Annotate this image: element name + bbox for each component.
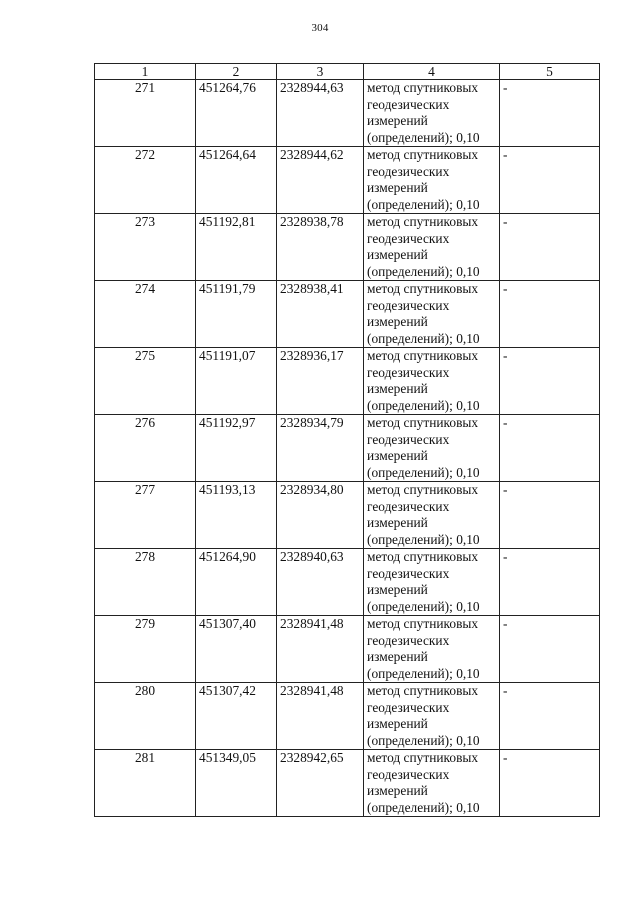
column-header: 4	[364, 64, 500, 80]
y-coordinate-cell: 2328941,48	[277, 616, 364, 683]
note-cell: -	[500, 80, 600, 147]
page-number: 304	[311, 22, 329, 34]
table-row	[95, 348, 600, 415]
note-cell: -	[500, 348, 600, 415]
point-number-cell: 280	[95, 683, 196, 750]
method-text-line: (определений); 0,10	[367, 196, 480, 212]
method-text-line: измерений	[367, 180, 428, 195]
point-number-cell: 277	[95, 482, 196, 549]
method-cell	[364, 214, 500, 281]
method-text-line: геодезических	[367, 163, 450, 179]
method-text-line: измерений	[367, 247, 428, 262]
table-row	[95, 415, 600, 482]
x-coordinate-cell: 451191,07	[196, 348, 277, 415]
table-row	[95, 147, 600, 214]
column-header: 1	[95, 64, 196, 80]
method-text-line: геодезических	[367, 632, 450, 648]
x-coordinate-cell: 451264,76	[196, 80, 277, 147]
method-cell	[364, 80, 500, 147]
point-number-cell: 274	[95, 281, 196, 348]
x-coordinate-cell: 451191,79	[196, 281, 277, 348]
method-text-line: метод спутниковых	[367, 147, 479, 162]
method-cell	[364, 683, 500, 750]
method-text-line: геодезических	[367, 565, 450, 581]
method-text-line: измерений	[367, 448, 428, 463]
point-number-cell: 278	[95, 549, 196, 616]
method-text-line: метод спутниковых	[367, 281, 479, 296]
method-cell	[364, 750, 500, 817]
y-coordinate-cell: 2328944,63	[277, 80, 364, 147]
method-text-line: метод спутниковых	[367, 549, 479, 564]
method-text-line: метод спутниковых	[367, 616, 479, 631]
method-text-line: (определений); 0,10	[367, 799, 480, 815]
y-coordinate-cell: 2328944,62	[277, 147, 364, 214]
y-coordinate-cell: 2328940,63	[277, 549, 364, 616]
point-number-cell: 273	[95, 214, 196, 281]
x-coordinate-cell: 451349,05	[196, 750, 277, 817]
method-text-line: метод спутниковых	[367, 80, 479, 95]
coordinates-table	[94, 63, 600, 817]
method-text-line: (определений); 0,10	[367, 397, 480, 413]
table-row	[95, 281, 600, 348]
table-row	[95, 549, 600, 616]
table-row	[95, 482, 600, 549]
method-text-line: геодезических	[367, 431, 450, 447]
y-coordinate-cell: 2328941,48	[277, 683, 364, 750]
note-cell: -	[500, 616, 600, 683]
method-text-line: (определений); 0,10	[367, 464, 480, 480]
table-row	[95, 214, 600, 281]
x-coordinate-cell: 451307,40	[196, 616, 277, 683]
note-cell: -	[500, 482, 600, 549]
method-text-line: геодезических	[367, 498, 450, 514]
method-text-line: геодезических	[367, 96, 450, 112]
x-coordinate-cell: 451192,97	[196, 415, 277, 482]
method-cell	[364, 281, 500, 348]
note-cell: -	[500, 147, 600, 214]
method-text-line: метод спутниковых	[367, 214, 479, 229]
point-number-cell: 281	[95, 750, 196, 817]
point-number-cell: 276	[95, 415, 196, 482]
table-row	[95, 80, 600, 147]
point-number-cell: 279	[95, 616, 196, 683]
y-coordinate-cell: 2328934,80	[277, 482, 364, 549]
method-cell	[364, 482, 500, 549]
x-coordinate-cell: 451192,81	[196, 214, 277, 281]
method-cell	[364, 616, 500, 683]
column-header: 2	[196, 64, 277, 80]
note-cell: -	[500, 750, 600, 817]
method-text-line: (определений); 0,10	[367, 665, 480, 681]
method-text-line: геодезических	[367, 297, 450, 313]
point-number-cell: 272	[95, 147, 196, 214]
method-text-line: метод спутниковых	[367, 415, 479, 430]
method-text-line: геодезических	[367, 230, 450, 246]
note-cell: -	[500, 415, 600, 482]
y-coordinate-cell: 2328938,41	[277, 281, 364, 348]
method-cell	[364, 348, 500, 415]
x-coordinate-cell: 451264,90	[196, 549, 277, 616]
method-cell	[364, 549, 500, 616]
x-coordinate-cell: 451307,42	[196, 683, 277, 750]
x-coordinate-cell: 451264,64	[196, 147, 277, 214]
method-text-line: (определений); 0,10	[367, 531, 480, 547]
method-text-line: (определений); 0,10	[367, 598, 480, 614]
point-number-cell: 271	[95, 80, 196, 147]
method-text-line: метод спутниковых	[367, 348, 479, 363]
method-text-line: измерений	[367, 515, 428, 530]
x-coordinate-cell: 451193,13	[196, 482, 277, 549]
method-text-line: метод спутниковых	[367, 750, 479, 765]
note-cell: -	[500, 549, 600, 616]
method-text-line: (определений); 0,10	[367, 263, 480, 279]
table-row	[95, 683, 600, 750]
method-text-line: геодезических	[367, 766, 450, 782]
method-text-line: измерений	[367, 716, 428, 731]
y-coordinate-cell: 2328936,17	[277, 348, 364, 415]
method-text-line: (определений); 0,10	[367, 129, 480, 145]
column-header: 3	[277, 64, 364, 80]
point-number-cell: 275	[95, 348, 196, 415]
note-cell: -	[500, 683, 600, 750]
method-text-line: метод спутниковых	[367, 683, 479, 698]
method-text-line: измерений	[367, 314, 428, 329]
method-cell	[364, 415, 500, 482]
method-text-line: (определений); 0,10	[367, 330, 480, 346]
column-header: 5	[500, 64, 600, 80]
y-coordinate-cell: 2328942,65	[277, 750, 364, 817]
table-row	[95, 750, 600, 817]
table-body	[95, 80, 600, 817]
method-cell	[364, 147, 500, 214]
method-text-line: геодезических	[367, 364, 450, 380]
method-text-line: измерений	[367, 649, 428, 664]
note-cell: -	[500, 281, 600, 348]
table-row	[95, 616, 600, 683]
method-text-line: измерений	[367, 582, 428, 597]
y-coordinate-cell: 2328938,78	[277, 214, 364, 281]
y-coordinate-cell: 2328934,79	[277, 415, 364, 482]
method-text-line: измерений	[367, 783, 428, 798]
table-header-row	[95, 64, 600, 80]
note-cell: -	[500, 214, 600, 281]
method-text-line: измерений	[367, 113, 428, 128]
method-text-line: (определений); 0,10	[367, 732, 480, 748]
method-text-line: измерений	[367, 381, 428, 396]
method-text-line: геодезических	[367, 699, 450, 715]
method-text-line: метод спутниковых	[367, 482, 479, 497]
